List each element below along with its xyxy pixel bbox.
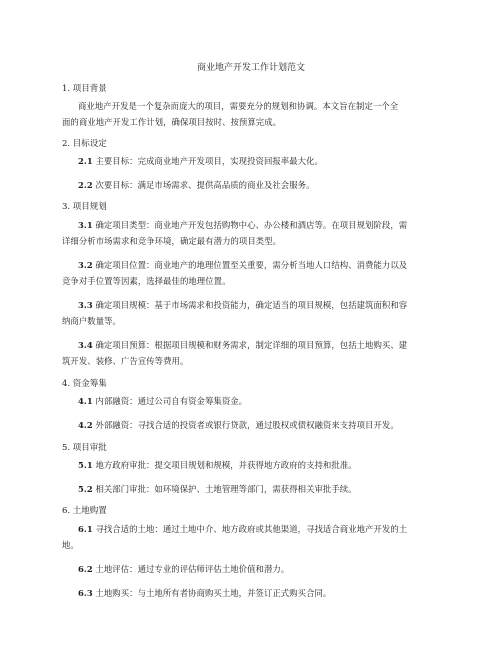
item-number: 2.2	[78, 180, 93, 190]
paragraph	[62, 177, 442, 193]
paragraph-line: 确定项目位置：商业地产的地理位置至关重要，需分析当地人口结构、消费能力以及	[92, 260, 408, 270]
item-number: 2.1	[78, 156, 93, 166]
paragraph	[62, 337, 442, 369]
paragraph	[62, 457, 442, 473]
document-title: 商业地产开发工作计划范文	[196, 63, 305, 73]
paragraph	[62, 217, 442, 249]
paragraph	[62, 481, 442, 497]
paragraph-line: 面的商业地产开发工作计划，确保项目按时、按预算完成。	[62, 117, 282, 127]
paragraph-line: 地。	[62, 540, 79, 550]
paragraph-line: 主要目标：完成商业地产开发项目，实现投资回报率最大化。	[92, 156, 323, 166]
paragraph-line: 详细分析市场需求和竞争环境，确定最有潜力的项目类型。	[62, 236, 282, 246]
item-number: 4.1	[78, 396, 93, 406]
paragraph-line: 筑开发、装修、广告宣传等费用。	[62, 356, 189, 366]
paragraph	[62, 98, 442, 130]
paragraph-line: 确定项目预算：根据项目规模和财务需求，制定详细的项目预算，包括土地购买、建	[92, 340, 408, 350]
item-number: 6.3	[78, 588, 93, 598]
section-heading: 5. 项目审批	[62, 443, 107, 453]
section-heading: 6. 土地购置	[62, 506, 107, 516]
paragraph-line: 确定项目规模：基于市场需求和投资能力，确定适当的项目规模，包括建筑面积和容	[92, 300, 408, 310]
section-heading: 3. 项目规划	[62, 202, 107, 212]
paragraph	[62, 297, 442, 329]
paragraph	[62, 393, 442, 409]
paragraph-line: 纳商户数量等。	[62, 316, 121, 326]
paragraph	[62, 417, 442, 433]
item-number: 3.1	[78, 220, 93, 230]
paragraph	[62, 585, 442, 601]
paragraph	[62, 257, 442, 289]
item-number: 3.3	[78, 300, 93, 310]
section-heading: 1. 项目背景	[62, 84, 107, 94]
paragraph-line: 商业地产开发是一个复杂而庞大的项目，需要充分的规划和协调。本文旨在制定一个全	[78, 101, 399, 111]
item-number: 5.2	[78, 484, 93, 494]
paragraph-line: 内部融资：通过公司自有资金筹集资金。	[92, 396, 248, 406]
paragraph	[62, 153, 442, 169]
section-heading: 2. 目标设定	[62, 139, 107, 149]
item-number: 6.2	[78, 564, 93, 574]
paragraph-line: 土地购买：与土地所有者协商购买土地，并签订正式购买合同。	[92, 588, 332, 598]
paragraph-line: 外部融资：寻找合适的投资者或银行贷款，通过股权或债权融资来支持项目开发。	[92, 420, 399, 430]
item-number: 4.2	[78, 420, 93, 430]
paragraph-line: 竞争对手位置等因素，选择最佳的地理位置。	[62, 276, 231, 286]
paragraph-line: 土地评估：通过专业的评估师评估土地价值和潜力。	[92, 564, 290, 574]
paragraph	[62, 561, 442, 577]
section-heading: 4. 资金筹集	[62, 379, 107, 389]
paragraph-line: 地方政府审批：提交项目规划和规模，并获得地方政府的支持和批准。	[92, 460, 357, 470]
item-number: 3.4	[78, 340, 93, 350]
paragraph	[62, 521, 442, 553]
paragraph-line: 次要目标：满足市场需求、提供高品质的商业及社会服务。	[92, 180, 315, 190]
item-number: 6.1	[78, 524, 93, 534]
item-number: 3.2	[78, 260, 93, 270]
item-number: 5.1	[78, 460, 93, 470]
paragraph-line: 相关部门审批：如环境保护、土地管理等部门，需获得相关审批手续。	[92, 484, 357, 494]
paragraph-line: 寻找合适的土地：通过土地中介、地方政府或其他渠道，寻找适合商业地产开发的土	[92, 524, 408, 534]
paragraph-line: 确定项目类型：商业地产开发包括购物中心、办公楼和酒店等。在项目规划阶段，需	[92, 220, 408, 230]
